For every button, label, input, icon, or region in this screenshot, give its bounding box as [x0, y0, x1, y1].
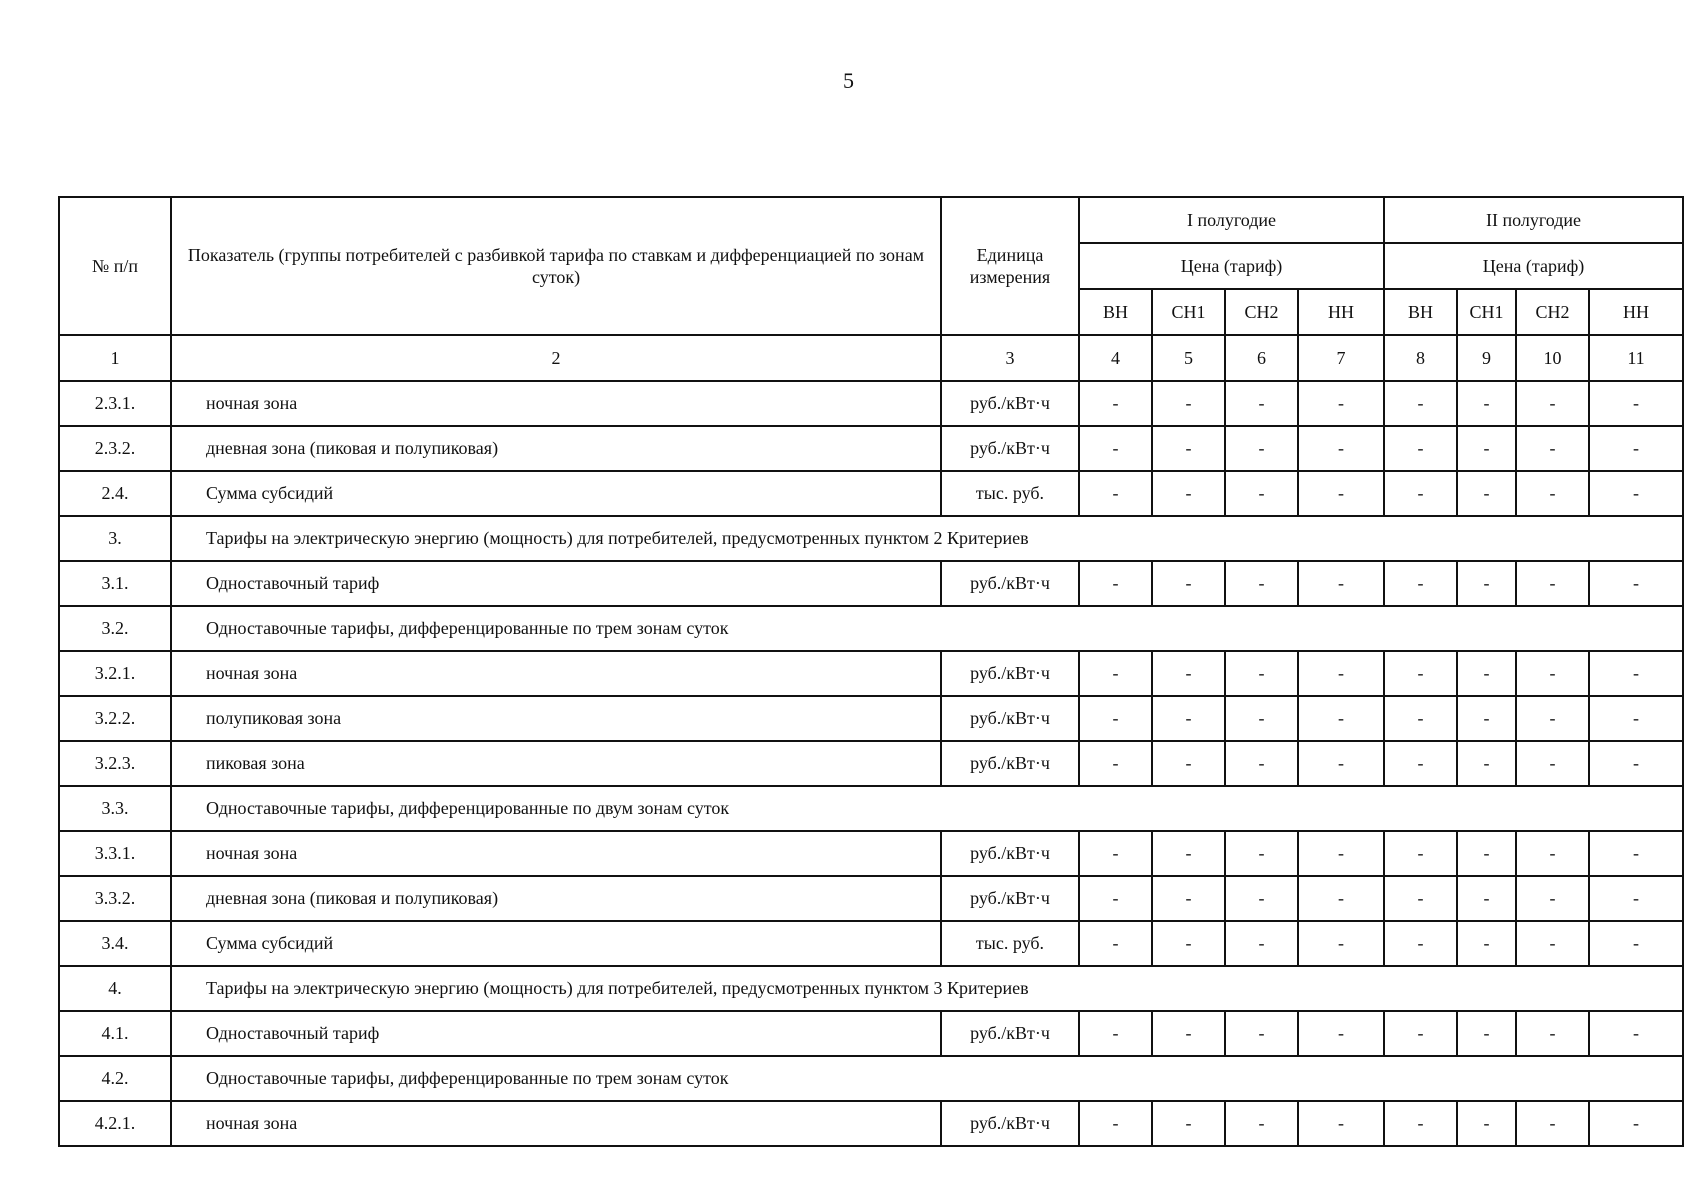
row-unit: тыс. руб. [941, 921, 1079, 966]
header-half-2: II полугодие [1384, 197, 1683, 243]
tariff-value: - [1384, 1011, 1457, 1056]
row-unit: руб./кВт·ч [941, 741, 1079, 786]
tariff-value: - [1079, 471, 1152, 516]
row-label: Одноставочный тариф [171, 1011, 941, 1056]
tariff-value: - [1298, 876, 1384, 921]
table-row [59, 426, 1683, 471]
tariff-value: - [1079, 381, 1152, 426]
tariff-value: - [1079, 921, 1152, 966]
row-number: 3.3.2. [59, 876, 171, 921]
column-number: 9 [1457, 335, 1516, 381]
tariff-value: - [1384, 381, 1457, 426]
row-unit: руб./кВт·ч [941, 1101, 1079, 1146]
tariff-value: - [1079, 831, 1152, 876]
tariff-value: - [1152, 831, 1225, 876]
section-row [59, 1056, 1683, 1101]
column-number: 10 [1516, 335, 1589, 381]
tariff-value: - [1152, 471, 1225, 516]
tariff-value: - [1457, 1011, 1516, 1056]
section-row [59, 606, 1683, 651]
row-unit: руб./кВт·ч [941, 426, 1079, 471]
tariff-value: - [1589, 561, 1683, 606]
row-label: полупиковая зона [171, 696, 941, 741]
tariff-table [58, 196, 1684, 1147]
header-level-h1: СН1 [1152, 289, 1225, 335]
tariff-value: - [1457, 471, 1516, 516]
tariff-value: - [1298, 1101, 1384, 1146]
row-number: 2.4. [59, 471, 171, 516]
row-number: 4. [59, 966, 171, 1011]
section-title: Одноставочные тарифы, дифференцированные по двум зонам суток [171, 786, 1683, 831]
page-number: 5 [843, 68, 854, 93]
table-row [59, 1101, 1683, 1146]
header-num: № п/п [59, 197, 171, 335]
row-number: 3.4. [59, 921, 171, 966]
tariff-value: - [1079, 741, 1152, 786]
row-number: 3.2. [59, 606, 171, 651]
header-price-2: Цена (тариф) [1384, 243, 1683, 289]
row-label: дневная зона (пиковая и полупиковая) [171, 426, 941, 471]
tariff-value: - [1298, 381, 1384, 426]
tariff-value: - [1457, 651, 1516, 696]
tariff-value: - [1589, 426, 1683, 471]
row-label: Одноставочный тариф [171, 561, 941, 606]
row-label: ночная зона [171, 1101, 941, 1146]
tariff-value: - [1079, 651, 1152, 696]
tariff-value: - [1152, 1011, 1225, 1056]
header-level-h2: НН [1589, 289, 1683, 335]
tariff-value: - [1225, 561, 1298, 606]
section-title: Одноставочные тарифы, дифференцированные по трем зонам суток [171, 606, 1683, 651]
tariff-value: - [1516, 696, 1589, 741]
header-level-h1: ВН [1079, 289, 1152, 335]
row-number: 3.1. [59, 561, 171, 606]
column-numbers-row [59, 335, 1683, 381]
tariff-value: - [1384, 831, 1457, 876]
table-row [59, 561, 1683, 606]
tariff-value: - [1384, 426, 1457, 471]
tariff-value: - [1457, 426, 1516, 471]
tariff-value: - [1589, 876, 1683, 921]
tariff-value: - [1457, 831, 1516, 876]
section-row [59, 966, 1683, 1011]
tariff-value: - [1516, 831, 1589, 876]
row-label: ночная зона [171, 831, 941, 876]
row-label: Сумма субсидий [171, 471, 941, 516]
tariff-value: - [1079, 561, 1152, 606]
header-unit: Единица измерения [941, 197, 1079, 335]
row-unit: руб./кВт·ч [941, 561, 1079, 606]
row-number: 2.3.2. [59, 426, 171, 471]
tariff-value: - [1298, 1011, 1384, 1056]
row-number: 4.2.1. [59, 1101, 171, 1146]
tariff-value: - [1384, 876, 1457, 921]
tariff-value: - [1225, 921, 1298, 966]
section-title: Тарифы на электрическую энергию (мощность) для потребителей, предусмотренных пунктом 3 Критериев [171, 966, 1683, 1011]
header-level-h2: ВН [1384, 289, 1457, 335]
tariff-value: - [1516, 471, 1589, 516]
tariff-value: - [1589, 831, 1683, 876]
tariff-value: - [1384, 741, 1457, 786]
tariff-value: - [1384, 561, 1457, 606]
tariff-value: - [1298, 651, 1384, 696]
tariff-value: - [1079, 696, 1152, 741]
tariff-value: - [1516, 1101, 1589, 1146]
row-unit: руб./кВт·ч [941, 381, 1079, 426]
row-unit: руб./кВт·ч [941, 1011, 1079, 1056]
tariff-value: - [1152, 876, 1225, 921]
tariff-value: - [1589, 741, 1683, 786]
table-row [59, 696, 1683, 741]
tariff-value: - [1079, 1101, 1152, 1146]
table-row [59, 876, 1683, 921]
header-indicator: Показатель (группы потребителей с разбивкой тарифа по ставкам и дифференциацией по зонам суток) [171, 197, 941, 335]
tariff-value: - [1298, 831, 1384, 876]
tariff-value: - [1457, 381, 1516, 426]
tariff-value: - [1079, 876, 1152, 921]
section-title: Тарифы на электрическую энергию (мощность) для потребителей, предусмотренных пунктом 2 Критериев [171, 516, 1683, 561]
tariff-value: - [1298, 921, 1384, 966]
row-label: пиковая зона [171, 741, 941, 786]
tariff-value: - [1457, 741, 1516, 786]
column-number: 11 [1589, 335, 1683, 381]
tariff-value: - [1516, 561, 1589, 606]
table-row [59, 1011, 1683, 1056]
tariff-value: - [1384, 471, 1457, 516]
row-unit: руб./кВт·ч [941, 831, 1079, 876]
tariff-value: - [1225, 381, 1298, 426]
table-row [59, 651, 1683, 696]
row-number: 3.2.3. [59, 741, 171, 786]
tariff-value: - [1225, 426, 1298, 471]
tariff-value: - [1516, 1011, 1589, 1056]
header-level-h2: СН2 [1516, 289, 1589, 335]
tariff-value: - [1225, 696, 1298, 741]
tariff-value: - [1516, 381, 1589, 426]
table-row [59, 471, 1683, 516]
tariff-value: - [1457, 561, 1516, 606]
row-number: 4.2. [59, 1056, 171, 1101]
tariff-value: - [1225, 651, 1298, 696]
row-label: дневная зона (пиковая и полупиковая) [171, 876, 941, 921]
row-unit: руб./кВт·ч [941, 651, 1079, 696]
section-row [59, 786, 1683, 831]
tariff-value: - [1516, 741, 1589, 786]
tariff-value: - [1457, 876, 1516, 921]
tariff-value: - [1298, 426, 1384, 471]
tariff-value: - [1225, 471, 1298, 516]
header-level-h2: СН1 [1457, 289, 1516, 335]
section-row [59, 516, 1683, 561]
tariff-value: - [1589, 471, 1683, 516]
row-number: 3.3. [59, 786, 171, 831]
tariff-value: - [1589, 1101, 1683, 1146]
tariff-value: - [1079, 426, 1152, 471]
table-row [59, 741, 1683, 786]
tariff-value: - [1225, 831, 1298, 876]
row-label: Сумма субсидий [171, 921, 941, 966]
tariff-value: - [1152, 426, 1225, 471]
tariff-value: - [1516, 651, 1589, 696]
tariff-value: - [1384, 651, 1457, 696]
tariff-value: - [1516, 876, 1589, 921]
tariff-value: - [1384, 1101, 1457, 1146]
tariff-value: - [1589, 651, 1683, 696]
tariff-value: - [1225, 1011, 1298, 1056]
tariff-value: - [1225, 1101, 1298, 1146]
column-number: 6 [1225, 335, 1298, 381]
tariff-value: - [1298, 741, 1384, 786]
column-number: 5 [1152, 335, 1225, 381]
row-unit: руб./кВт·ч [941, 876, 1079, 921]
tariff-value: - [1298, 471, 1384, 516]
tariff-value: - [1589, 921, 1683, 966]
tariff-value: - [1152, 651, 1225, 696]
tariff-value: - [1298, 696, 1384, 741]
tariff-value: - [1152, 561, 1225, 606]
table-row [59, 381, 1683, 426]
column-number: 1 [59, 335, 171, 381]
header-price-1: Цена (тариф) [1079, 243, 1384, 289]
row-number: 3. [59, 516, 171, 561]
column-number: 2 [171, 335, 941, 381]
tariff-value: - [1152, 741, 1225, 786]
tariff-value: - [1152, 696, 1225, 741]
tariff-value: - [1457, 696, 1516, 741]
tariff-value: - [1384, 921, 1457, 966]
row-unit: тыс. руб. [941, 471, 1079, 516]
header-level-h1: СН2 [1225, 289, 1298, 335]
row-number: 3.2.2. [59, 696, 171, 741]
tariff-value: - [1298, 561, 1384, 606]
table-row [59, 831, 1683, 876]
tariff-value: - [1516, 921, 1589, 966]
row-number: 3.2.1. [59, 651, 171, 696]
tariff-value: - [1152, 1101, 1225, 1146]
row-label: ночная зона [171, 381, 941, 426]
row-number: 4.1. [59, 1011, 171, 1056]
header-level-h1: НН [1298, 289, 1384, 335]
row-unit: руб./кВт·ч [941, 696, 1079, 741]
tariff-value: - [1589, 696, 1683, 741]
table-row [59, 921, 1683, 966]
tariff-value: - [1457, 921, 1516, 966]
tariff-value: - [1079, 1011, 1152, 1056]
tariff-value: - [1457, 1101, 1516, 1146]
column-number: 3 [941, 335, 1079, 381]
tariff-value: - [1384, 696, 1457, 741]
tariff-value: - [1589, 1011, 1683, 1056]
row-number: 3.3.1. [59, 831, 171, 876]
column-number: 7 [1298, 335, 1384, 381]
row-label: ночная зона [171, 651, 941, 696]
tariff-value: - [1589, 381, 1683, 426]
tariff-value: - [1516, 426, 1589, 471]
column-number: 4 [1079, 335, 1152, 381]
header-half-1: I полугодие [1079, 197, 1384, 243]
row-number: 2.3.1. [59, 381, 171, 426]
column-number: 8 [1384, 335, 1457, 381]
section-title: Одноставочные тарифы, дифференцированные по трем зонам суток [171, 1056, 1683, 1101]
tariff-value: - [1225, 741, 1298, 786]
tariff-value: - [1225, 876, 1298, 921]
tariff-value: - [1152, 381, 1225, 426]
tariff-value: - [1152, 921, 1225, 966]
